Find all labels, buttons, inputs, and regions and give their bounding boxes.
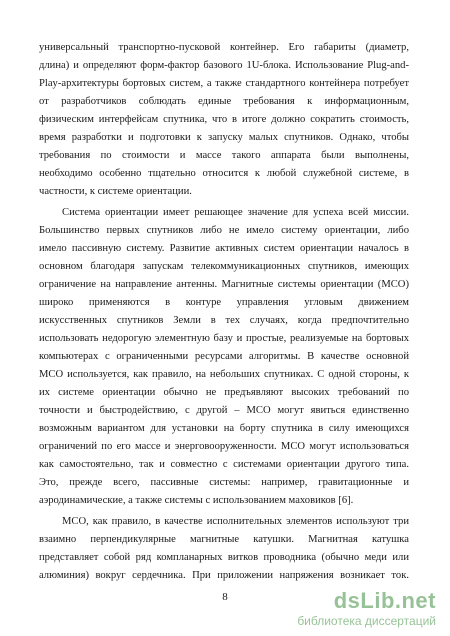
- text-line: использовать недорогую элементную базу и простые, реализуемые на бортовых: [39, 333, 409, 344]
- text-line: от разработчиков соблюдать единые требования к информационным,: [39, 96, 409, 107]
- text-line: их системе ориентации обычно не предъявляют высоких требований по: [39, 387, 409, 398]
- text-line: МСО используется, как правило, на небольших спутниках. С одной стороны, к: [39, 369, 409, 380]
- text-line: длина) и определяют форм-фактор базового 1U-блока. Использование Plug-and-: [39, 60, 409, 71]
- text-line: необходимо особенно тщательно относится к любой служебной системе, в: [39, 168, 409, 179]
- text-line: универсальный транспортно-пусковой контейнер. Его габариты (диаметр,: [39, 42, 409, 53]
- text-line: время разработки и подготовки к запуску малых спутников. Однако, чтобы: [39, 132, 409, 143]
- text-line: ограничение на направление антенны. Магнитные системы ориентации (МСО): [39, 279, 409, 290]
- text-line: как самостоятельно, так и совместно с системами ориентации другого типа.: [39, 459, 409, 470]
- text-line: МСО, как правило, в качестве исполнительных элементов используют три: [62, 516, 409, 527]
- text-line: Система ориентации имеет решающее значение для успеха всей миссии.: [62, 207, 409, 218]
- text-line: основном благодаря запускам телекоммуникационных спутников, имеющих: [39, 261, 409, 272]
- text-line: возможным вариантом для установки на борту спутника в силу имеющихся: [39, 423, 409, 434]
- text-line: Большинство первых спутников либо не имело систему ориентации, либо: [39, 225, 409, 236]
- watermark-brand: dsLib.net: [333, 588, 436, 613]
- text-line: ограничений по его массе и энерговооруженности. МСО могут использоваться: [39, 441, 409, 452]
- text-line: Play-архитектуры бортовых систем, а также стандартного контейнера потребует: [39, 78, 409, 89]
- text-line: частности, к системе ориентации.: [39, 186, 192, 197]
- text-line: широко применяются в контуре управления угловым движением: [39, 297, 409, 308]
- text-line: Это, прежде всего, пассивные системы: например, гравитационные и: [39, 477, 409, 488]
- watermark-logo: [276, 588, 436, 632]
- text-line: искусственных спутников Земли в тех случаях, когда предпочтительно: [39, 315, 409, 326]
- text-line: компьютерах с ограниченными ресурсами алгоритмы. В качестве основной: [39, 351, 409, 362]
- text-line: физическим интерфейсам спутника, что в итоге должно сократить стоимость,: [39, 114, 409, 125]
- watermark-subtitle: библиотека диссертаций: [297, 614, 436, 628]
- page-number: 8: [222, 591, 228, 603]
- text-line: точности и быстродействию, с другой – МСО могут явиться единственно: [39, 405, 409, 416]
- text-line: взаимно перпендикулярные магнитные катушки. Магнитная катушка: [39, 534, 409, 545]
- text-line: требования по стоимости и массе такого аппарата были выполнены,: [39, 150, 409, 161]
- text-line: аэродинамические, а также системы с использованием маховиков [6].: [39, 495, 354, 506]
- text-line: алюминия) вокруг сердечника. При приложении напряжения возникает ток.: [39, 570, 409, 581]
- text-line: имело пассивную систему. Развитие активных систем ориентации началось в: [39, 243, 409, 254]
- text-line: представляет собой ряд компланарных витков проводника (обычно меди или: [39, 552, 409, 563]
